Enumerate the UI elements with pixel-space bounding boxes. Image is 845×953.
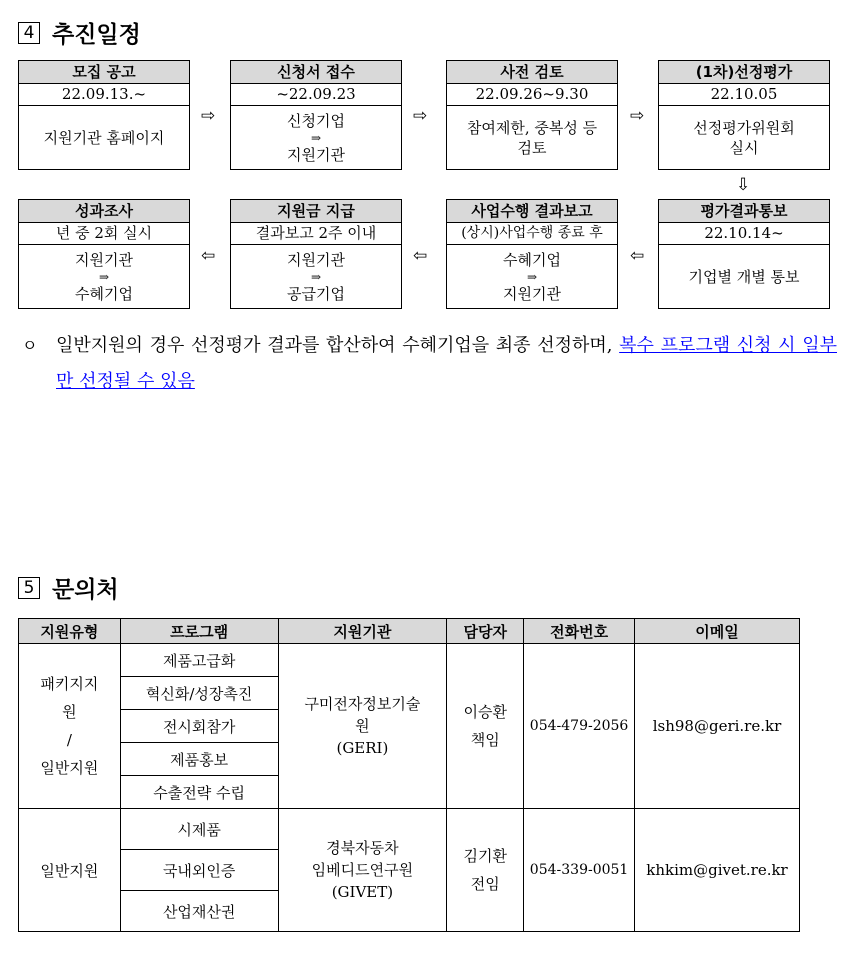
- flow-step-date: 22.09.26~9.30: [447, 84, 617, 106]
- section4-number: 4: [18, 22, 40, 44]
- agency-cell: 경북자동차 임베디드연구원 (GIVET): [278, 809, 447, 932]
- program-cell: 제품홍보: [120, 743, 278, 776]
- right-arrow-icon: ⇨: [630, 106, 645, 126]
- flow-arrow-icon: ⇒: [310, 270, 322, 284]
- program-cell: 혁신화/성장촉진: [120, 677, 278, 710]
- bullet-icon: ㅇ: [22, 336, 38, 355]
- flow-step-body: 참여제한, 중복성 등 검토: [466, 119, 598, 157]
- flow-step-date: 결과보고 2주 이내: [231, 223, 401, 245]
- column-header: 지원기관: [278, 619, 447, 644]
- flow-step-body: 수혜기업 ⇒ 지원기관: [503, 251, 561, 303]
- support-type-cell: 일반지원: [19, 809, 121, 932]
- left-arrow-icon: ⇦: [630, 246, 645, 266]
- flow-step-4: [658, 60, 830, 170]
- column-header: 이메일: [635, 619, 800, 644]
- flow-step-3: [446, 60, 618, 170]
- table-row: [19, 644, 800, 677]
- section5-title: 문의처: [52, 577, 119, 603]
- program-cell: 전시회참가: [120, 710, 278, 743]
- flow-step-date: 22.10.05: [659, 84, 829, 106]
- section4-heading: [18, 16, 141, 49]
- flow-step-header: 모집 공고: [19, 61, 189, 84]
- section5-heading: [18, 571, 119, 604]
- flow-step-body: 기업별 개별 통보: [688, 268, 800, 286]
- left-arrow-icon: ⇦: [413, 246, 428, 266]
- flow-step-header: 신청서 접수: [231, 61, 401, 84]
- flow-step-6: [446, 199, 618, 309]
- note-text: 일반지원의 경우 선정평가 결과를 합산하여 수혜기업을 최종 선정하며,: [56, 335, 620, 356]
- flow-step-date: 22.10.14~: [659, 223, 829, 245]
- flow-step-date: 22.09.13.~: [19, 84, 189, 106]
- flow-step-5: [658, 199, 830, 309]
- right-arrow-icon: ⇨: [201, 106, 216, 126]
- flow-arrow-icon: ⇒: [310, 131, 322, 145]
- table-row: [19, 809, 800, 850]
- flow-step-header: 지원금 지급: [231, 200, 401, 223]
- flow-step-header: 사업수행 결과보고: [447, 200, 617, 223]
- flow-step-7: [230, 199, 402, 309]
- contact-person-cell: 김기환 전임: [447, 809, 524, 932]
- flow-step-header: 평가결과통보: [659, 200, 829, 223]
- flow-step-1: [18, 60, 190, 170]
- email-cell: khkim@givet.re.kr: [635, 809, 800, 932]
- flow-step-body: 선정평가위원회 실시: [693, 119, 795, 157]
- column-header: 담당자: [447, 619, 524, 644]
- program-cell: 국내외인증: [120, 850, 278, 891]
- section5-number: 5: [18, 577, 40, 599]
- flow-step-header: 사전 검토: [447, 61, 617, 84]
- flow-step-header: 성과조사: [19, 200, 189, 223]
- down-arrow-icon: ⇩: [736, 175, 751, 195]
- flow-step-8: [18, 199, 190, 309]
- flow-step-date: ~22.09.23: [231, 84, 401, 106]
- flow-step-body: 신청기업 ⇒ 지원기관: [287, 112, 345, 164]
- support-type-cell: 패키지지 원 / 일반지원: [19, 644, 121, 809]
- flow-step-body: 지원기관 홈페이지: [43, 129, 165, 147]
- flow-step-header: (1차)선정평가: [659, 61, 829, 84]
- agency-cell: 구미전자정보기술 원 (GERI): [278, 644, 447, 809]
- table-header-row: [19, 619, 800, 644]
- program-cell: 수출전략 수립: [120, 776, 278, 809]
- left-arrow-icon: ⇦: [201, 246, 216, 266]
- contact-person-cell: 이승환 책임: [447, 644, 524, 809]
- program-cell: 시제품: [120, 809, 278, 850]
- flow-step-date: (상시)사업수행 종료 후: [447, 223, 617, 245]
- column-header: 전화번호: [524, 619, 635, 644]
- phone-cell: 054-479-2056: [524, 644, 635, 809]
- flow-step-2: [230, 60, 402, 170]
- flow-arrow-icon: ⇒: [526, 270, 538, 284]
- contact-table: [18, 618, 800, 932]
- program-cell: 산업재산권: [120, 891, 278, 932]
- column-header: 프로그램: [120, 619, 278, 644]
- selection-note: [22, 328, 837, 400]
- right-arrow-icon: ⇨: [413, 106, 428, 126]
- note-highlight: 복수 프로그램 신청 시 일부만 선정될 수 있음: [56, 335, 837, 392]
- flow-step-body: 지원기관 ⇒ 수혜기업: [75, 251, 133, 303]
- phone-cell: 054-339-0051: [524, 809, 635, 932]
- column-header: 지원유형: [19, 619, 121, 644]
- program-cell: 제품고급화: [120, 644, 278, 677]
- flow-step-body: 지원기관 ⇒ 공급기업: [287, 251, 345, 303]
- flow-arrow-icon: ⇒: [98, 270, 110, 284]
- flow-step-date: 년 중 2회 실시: [19, 223, 189, 245]
- email-cell: lsh98@geri.re.kr: [635, 644, 800, 809]
- section4-title: 추진일정: [52, 22, 141, 48]
